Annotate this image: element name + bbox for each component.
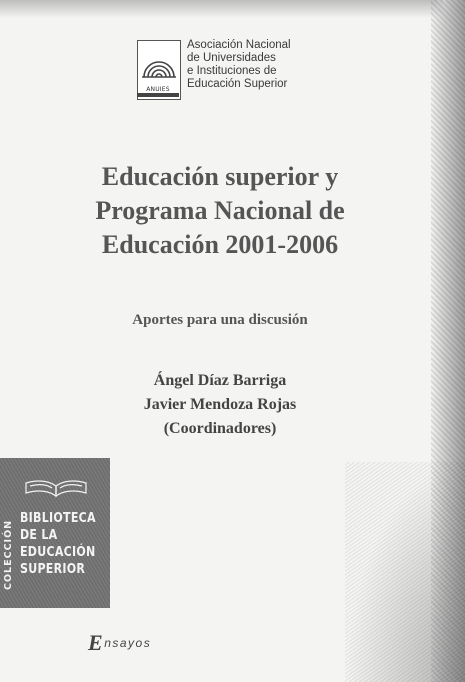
series-initial: E [88,630,105,655]
collection-line: BIBLIOTECA [20,511,96,526]
series-name [88,630,151,656]
book-title [40,160,400,262]
publisher-line: e Instituciones de [187,65,277,77]
author-name: Ángel Díaz Barriga [153,372,287,389]
series-rest: nsayos [104,636,152,650]
publisher-line: de Universidades [187,52,276,64]
logo-strip [137,93,179,97]
author-role: (Coordinadores) [163,420,277,437]
collection-line: DE LA [20,528,58,543]
arch-logo-icon [138,41,180,85]
collection-line: EDUCACIÓN [20,545,96,560]
collection-line: SUPERIOR [20,562,86,577]
logo-caption: ANUIES [146,86,170,93]
open-book-icon [24,478,88,500]
author-name: Javier Mendoza Rojas [143,396,297,413]
title-line: Educación 2001-2006 [101,230,339,259]
scan-shadow-top [0,0,465,18]
scan-shadow-corner [345,462,465,682]
publisher-name [187,39,337,91]
collection-label: COLECCIÓN [3,519,14,590]
book-subtitle: Aportes para una discusión [132,312,308,328]
title-line: Programa Nacional de [95,196,345,225]
collection-title [20,510,96,578]
publisher-line: Educación Superior [187,78,288,90]
title-line: Educación superior y [101,162,339,191]
publisher-line: Asociación Nacional [187,39,291,51]
authors [40,369,400,441]
